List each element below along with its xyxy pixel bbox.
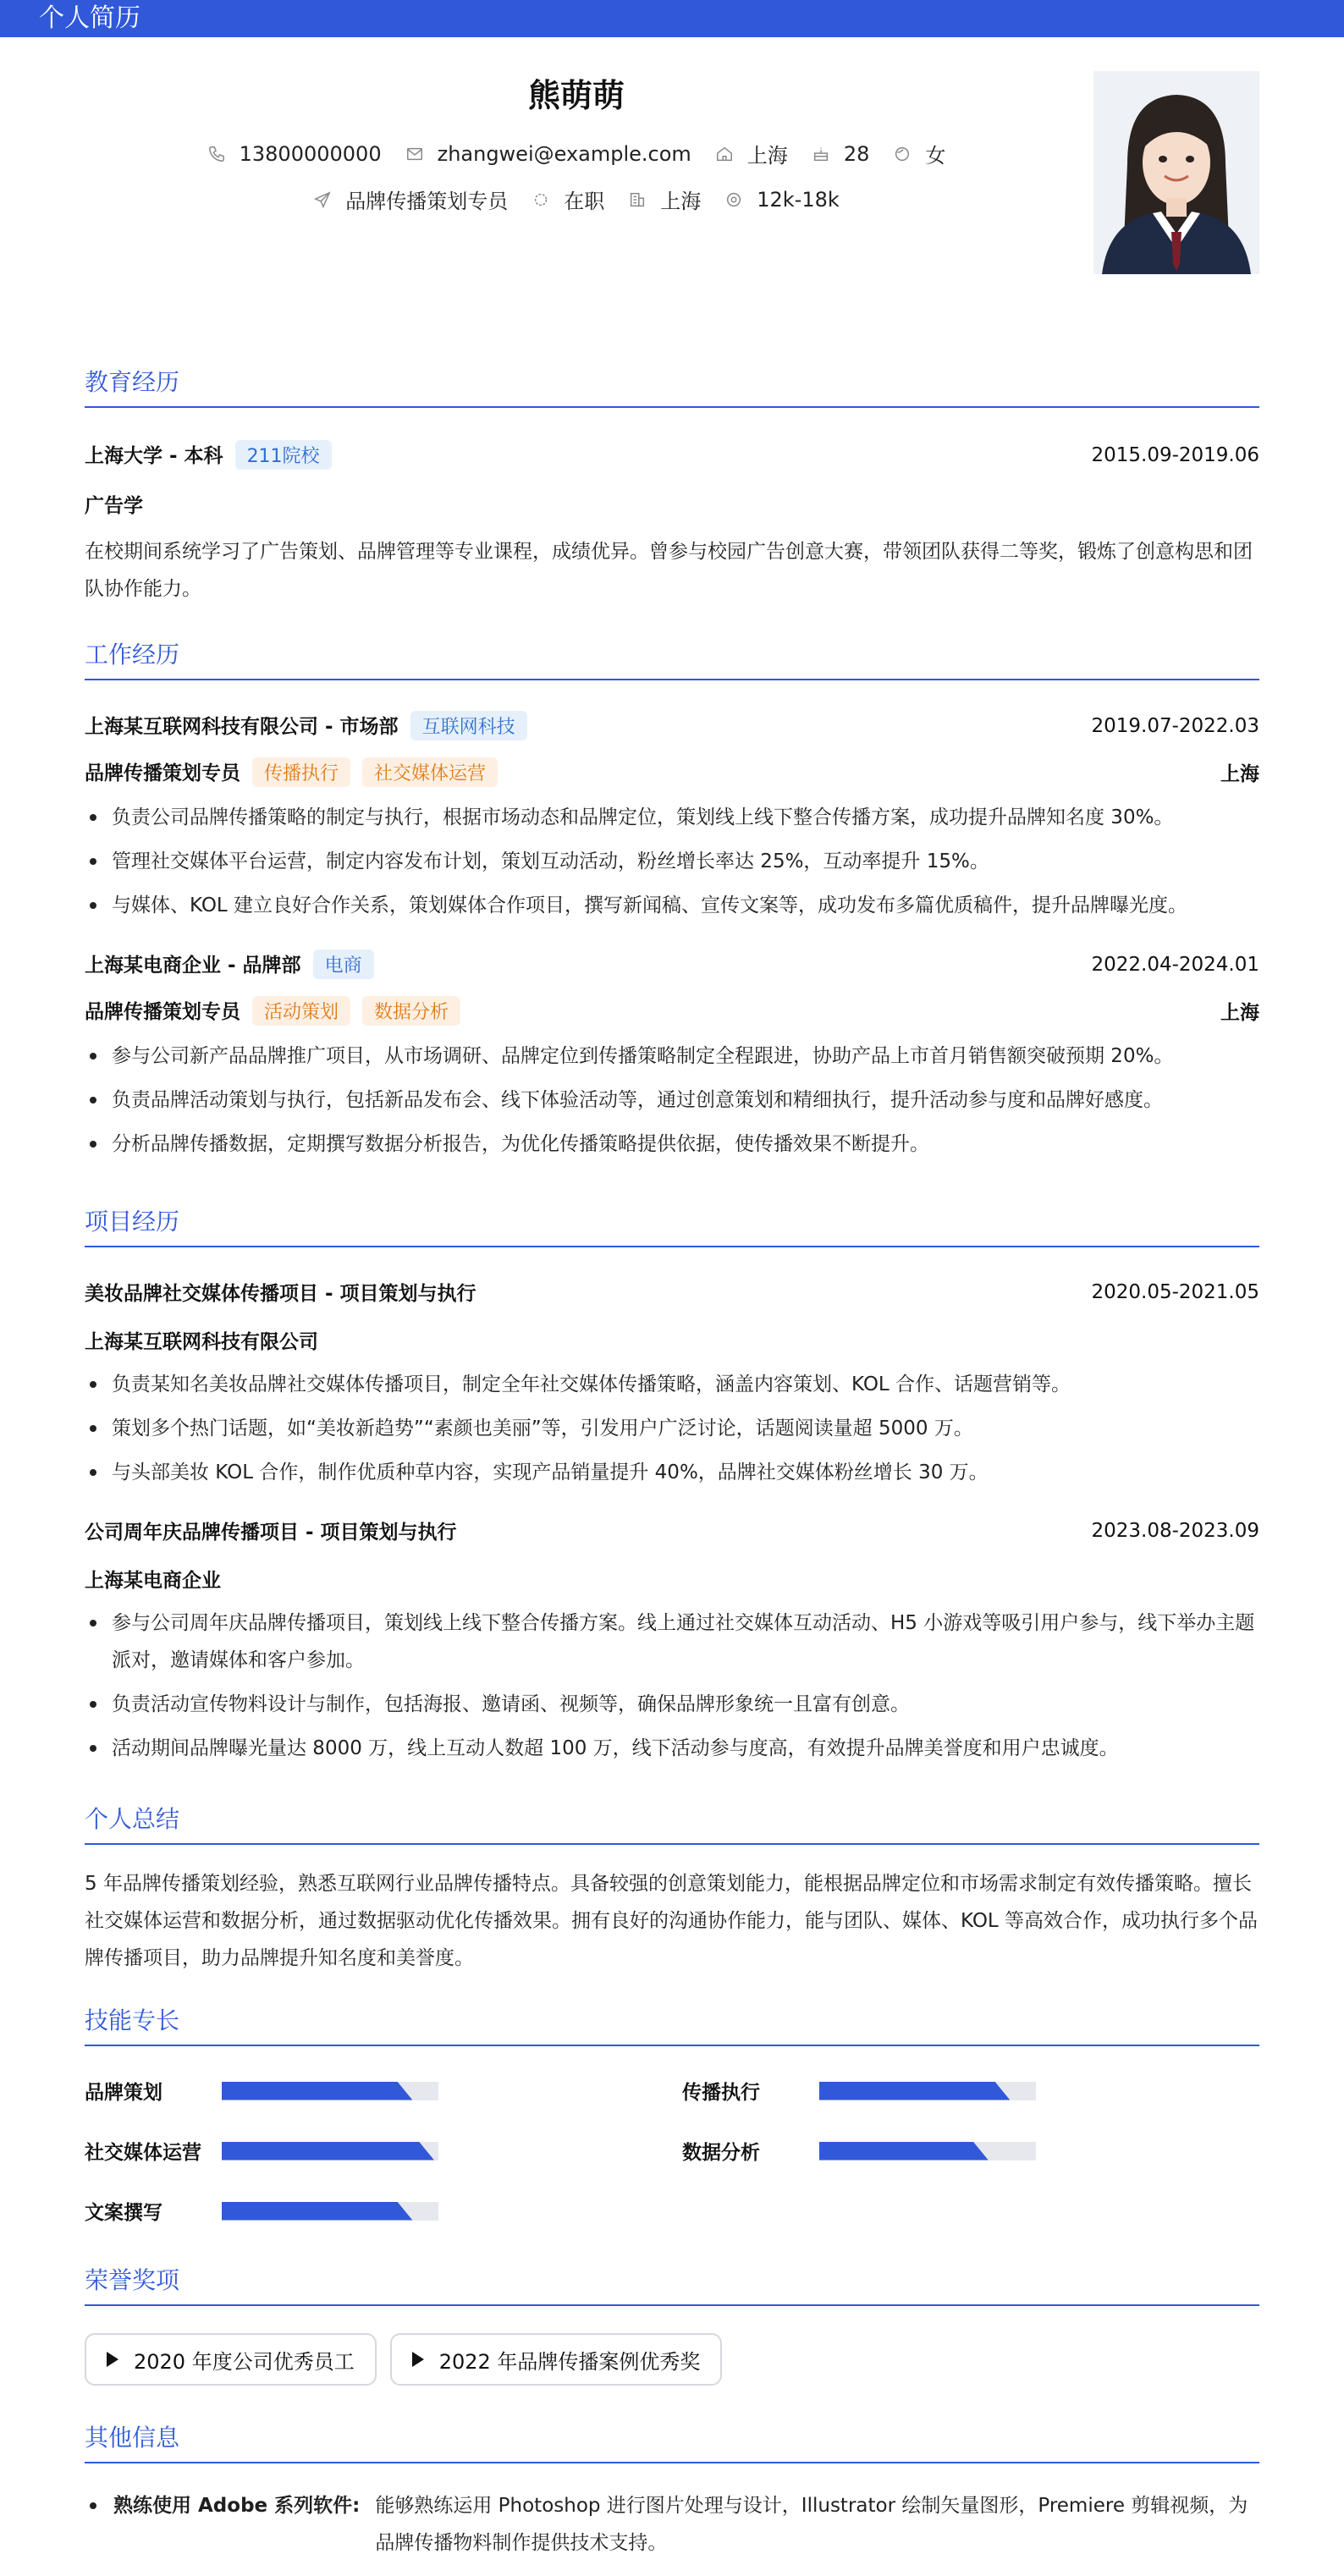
school-tag: 211院校	[235, 440, 332, 470]
award-label: 2020 年度公司优秀员工	[134, 2349, 355, 2374]
skill-bar-fill	[222, 2082, 412, 2100]
section-title: 工作经历	[85, 636, 1259, 680]
work-city: 上海	[1220, 1002, 1259, 1024]
email-info	[405, 142, 691, 166]
skill-item	[85, 2077, 682, 2105]
skill-bar	[222, 2142, 438, 2160]
target-city-text: 上海	[660, 190, 702, 213]
project-date: 2020.05-2021.05	[1091, 1280, 1259, 1303]
role-tag: 数据分析	[362, 996, 460, 1026]
other-item	[85, 2487, 1259, 2562]
list-item: 分析品牌传播数据，定期撰写数据分析报告，为优化传播策略提供依据，使传播效果不断提升。	[85, 1126, 1259, 1163]
role-tag: 社交媒体运营	[362, 757, 498, 787]
triangle-right-icon	[107, 2352, 118, 2367]
age-info	[812, 142, 870, 166]
list-item: 与媒体、KOL 建立良好合作关系，策划媒体合作项目，撰写新闻稿、宣传文案等，成功发布多篇优质稿件，提升品牌曝光度。	[85, 887, 1259, 924]
work-date: 2019.07-2022.03	[1091, 714, 1259, 737]
salary-text: 12k-18k	[757, 187, 840, 212]
list-item: 管理社交媒体平台运营，制定内容发布计划，策划互动活动，粉丝增长率达 25%，互动率提升 15%。	[85, 843, 1259, 880]
section-title: 其他信息	[85, 2419, 1259, 2463]
skill-name: 文案撰写	[85, 2202, 162, 2224]
skill-item	[85, 2137, 682, 2165]
skill-bar	[222, 2082, 438, 2100]
skill-bar	[819, 2082, 1036, 2100]
education-major: 广告学	[85, 495, 143, 517]
skill-bar-fill	[819, 2142, 989, 2160]
work-date: 2022.04-2024.01	[1091, 953, 1259, 976]
work-company	[85, 711, 527, 740]
company-name: 上海某互联网科技有限公司 - 市场部	[85, 716, 399, 738]
list-item: 参与公司新产品品牌推广项目，从市场调研、品牌定位到传播策略制定全程跟进，协助产品上市首月销售额突破预期 20%。	[85, 1038, 1259, 1075]
job-row	[85, 184, 1068, 214]
role-tag: 活动策划	[252, 996, 350, 1026]
skill-bar	[819, 2142, 1036, 2160]
target-city-info	[628, 184, 701, 214]
phone-text: 13800000000	[239, 141, 382, 166]
skill-name: 传播执行	[682, 2082, 760, 2104]
education-description: 在校期间系统学习了广告策划、品牌管理等专业课程，成绩优异。曾参与校园广告创意大赛，带领团队获得二等奖，锻炼了创意构思和团队协作能力。	[85, 541, 1253, 600]
skill-item	[682, 2077, 1190, 2105]
skill-name: 社交媒体运营	[85, 2142, 201, 2164]
skills-section	[85, 2002, 1259, 2225]
skill-item	[682, 2137, 1190, 2165]
project-company: 上海某互联网科技有限公司	[85, 1331, 318, 1353]
industry-tag: 电商	[313, 949, 374, 979]
list-item: 负责活动宣传物料设计与制作，包括海报、邀请函、视频等，确保品牌形象统一且富有创意。	[85, 1686, 1259, 1723]
project-item	[85, 1278, 1259, 1491]
industry-tag: 互联网科技	[410, 711, 527, 740]
status-info	[532, 184, 604, 214]
award-badge	[85, 2333, 377, 2386]
list-item: 参与公司周年庆品牌传播项目，策划线上线下整合传播方案。线上通过社交媒体互动活动、H5 小游戏等吸引用户参与，线下举办主题派对，邀请媒体和客户参加。	[85, 1604, 1259, 1679]
list-item: 负责公司品牌传播策略的制定与执行，根据市场动态和品牌定位，策划线上线下整合传播方案，成功提升品牌知名度 30%。	[85, 799, 1259, 836]
gender-text: 女	[925, 144, 946, 168]
position-info	[313, 184, 508, 214]
other-text: 能够熟练运用 Photoshop 进行图片处理与设计，Illustrator 绘制矢量图形，Premiere 剪辑视频，为品牌传播物料制作提供技术支持。	[375, 2495, 1248, 2554]
home-icon	[715, 145, 734, 163]
other-label: 熟练使用 Adobe 系列软件:	[113, 2495, 361, 2517]
status-icon	[532, 190, 550, 209]
resume-header-title: 个人简历	[39, 3, 140, 33]
work-item	[85, 949, 1259, 1163]
phone-info	[207, 142, 382, 166]
summary-text: 5 年品牌传播策划经验，熟悉互联网行业品牌传播特点。具备较强的创意策划能力，能根据品牌定位和市场需求制定有效传播策略。擅长社交媒体运营和数据分析，通过数据驱动优化传播效果。拥有良好的沟通协作能力，能与团队、媒体、KOL 等高效合作，成功执行多个品牌传播项目，助力品牌提升知名度和美誉度。	[85, 1873, 1259, 1969]
honors-section	[85, 2262, 1259, 2386]
skill-bar-fill	[819, 2082, 1010, 2100]
project-company: 上海某电商企业	[85, 1570, 221, 1592]
position-text: 品牌传播策划专员	[345, 190, 509, 213]
school-name: 上海大学 - 本科	[85, 445, 223, 467]
project-name: 美妆品牌社交媒体传播项目 - 项目策划与执行	[85, 1283, 476, 1305]
skill-name: 数据分析	[682, 2142, 760, 2164]
project-item	[85, 1516, 1259, 1767]
education-date: 2015.09-2019.06	[1091, 443, 1259, 466]
bullet-dot-icon	[90, 2502, 96, 2509]
work-item	[85, 711, 1259, 924]
salary-info	[724, 188, 840, 212]
mail-icon	[405, 145, 424, 163]
skill-bar-fill	[222, 2142, 434, 2160]
work-city: 上海	[1220, 763, 1259, 785]
section-title: 技能专长	[85, 2002, 1259, 2046]
role-tag: 传播执行	[252, 757, 350, 787]
resume-header-bar	[0, 0, 1344, 37]
list-item: 策划多个热门话题，如“美妆新趋势”“素颜也美丽”等，引发用户广泛讨论，话题阅读量超 5000 万。	[85, 1410, 1259, 1447]
section-title: 荣誉奖项	[85, 2262, 1259, 2306]
summary-section	[85, 1801, 1259, 1977]
section-title: 项目经历	[85, 1203, 1259, 1247]
education-school	[85, 440, 332, 470]
triangle-right-icon	[412, 2352, 424, 2367]
skill-name: 品牌策划	[85, 2082, 162, 2104]
project-date: 2023.08-2023.09	[1091, 1519, 1259, 1542]
phone-icon	[207, 145, 226, 163]
city-text: 上海	[746, 144, 788, 168]
award-badge	[390, 2333, 723, 2386]
profile-header	[85, 37, 1259, 291]
work-section	[85, 636, 1259, 1163]
work-role	[85, 996, 460, 1026]
cake-icon	[812, 145, 830, 163]
avatar-photo	[1093, 71, 1259, 274]
role-name: 品牌传播策划专员	[85, 762, 240, 784]
avatar-portrait-icon	[1093, 71, 1259, 274]
list-item: 活动期间品牌曝光量达 8000 万，线上互动人数超 100 万，线下活动参与度高，有效提升品牌美誉度和用户忠诚度。	[85, 1730, 1259, 1767]
section-title: 个人总结	[85, 1801, 1259, 1845]
list-item: 负责某知名美妆品牌社交媒体传播项目，制定全年社交媒体传播策略，涵盖内容策划、KOL 合作、话题营销等。	[85, 1366, 1259, 1403]
other-section	[85, 2419, 1259, 2562]
building-icon	[628, 190, 647, 209]
candidate-name: 熊萌萌	[527, 77, 625, 114]
work-role	[85, 757, 498, 787]
education-section	[85, 364, 1259, 608]
gender-icon	[893, 145, 912, 163]
contact-row	[85, 139, 1068, 168]
city-info	[715, 139, 788, 168]
send-icon	[313, 190, 332, 209]
skill-bar	[222, 2202, 438, 2221]
age-text: 28	[843, 141, 870, 166]
gender-info	[893, 139, 945, 168]
skill-bar-fill	[222, 2202, 412, 2221]
company-name: 上海某电商企业 - 品牌部	[85, 955, 301, 977]
email-text: zhangwei@example.com	[437, 141, 691, 166]
coin-icon	[724, 190, 743, 209]
work-company	[85, 949, 374, 979]
list-item: 与头部美妆 KOL 合作，制作优质种草内容，实现产品销量提升 40%，品牌社交媒体粉丝增长 30 万。	[85, 1454, 1259, 1491]
list-item: 负责品牌活动策划与执行，包括新品发布会、线下体验活动等，通过创意策划和精细执行，提升活动参与度和品牌好感度。	[85, 1082, 1259, 1119]
skill-item	[85, 2197, 682, 2225]
status-text: 在职	[564, 190, 605, 213]
project-name: 公司周年庆品牌传播项目 - 项目策划与执行	[85, 1522, 457, 1544]
role-name: 品牌传播策划专员	[85, 1001, 240, 1023]
section-title: 教育经历	[85, 364, 1259, 408]
award-label: 2022 年品牌传播案例优秀奖	[438, 2349, 701, 2374]
project-section	[85, 1203, 1259, 1767]
